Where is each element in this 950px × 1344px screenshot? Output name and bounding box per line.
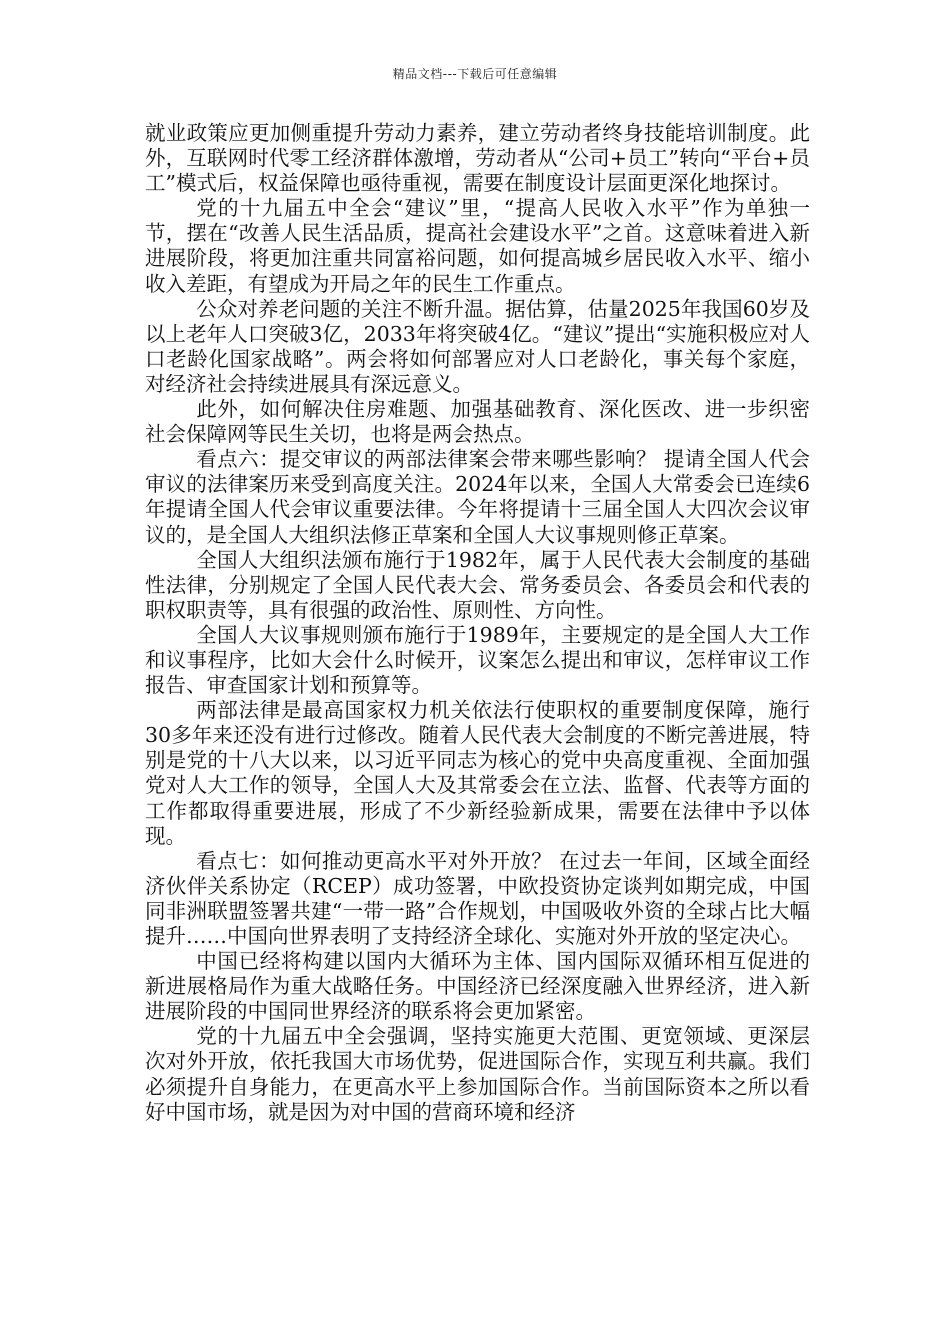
paragraph: 此外，如何解决住房难题、加强基础教育、深化医改、进一步织密社会保障网等民生关切，也将是两会热点。 bbox=[145, 397, 810, 447]
paragraph: 就业政策应更加侧重提升劳动力素养，建立劳动者终身技能培训制度。此外，互联网时代零工经济群体激增，劳动者从“公司+员工”转向“平台+员工”模式后，权益保障也亟待重视，需要在制度设计层面更深化地探讨。 bbox=[145, 121, 810, 196]
document-body bbox=[145, 121, 810, 1125]
paragraph: 公众对养老问题的关注不断升温。据估算，估量2025年我国60岁及以上老年人口突破3亿，2033年将突破4亿。“建议”提出“实施积极应对人口老龄化国家战略”。两会将如何部署应对人口老龄化，事关每个家庭，对经济社会持续进展具有深远意义。 bbox=[145, 296, 810, 396]
paragraph: 中国已经将构建以国内大循环为主体、国内国际双循环相互促进的新进展格局作为重大战略任务。中国经济已经深度融入世界经济，进入新进展阶段的中国同世界经济的联系将会更加紧密。 bbox=[145, 949, 810, 1024]
paragraph: 党的十九届五中全会“建议”里，“提高人民收入水平”作为单独一节，摆在“改善人民生活品质，提高社会建设水平”之首。这意味着进入新进展阶段，将更加注重共同富裕问题，如何提高城乡居民收入水平、缩小收入差距，有望成为开局之年的民生工作重点。 bbox=[145, 196, 810, 296]
paragraph: 全国人大议事规则颁布施行于1989年，主要规定的是全国人大工作和议事程序，比如大会什么时候开，议案怎么提出和审议，怎样审议工作报告、审查国家计划和预算等。 bbox=[145, 622, 810, 698]
paragraph: 全国人大组织法颁布施行于1982年，属于人民代表大会制度的基础性法律，分别规定了全国人民代表大会、常务委员会、各委员会和代表的职权职责等，具有很强的政治性、原则性、方向性。 bbox=[145, 547, 810, 622]
paragraph: 党的十九届五中全会强调，坚持实施更大范围、更宽领域、更深层次对外开放，依托我国大市场优势，促进国际合作，实现互利共赢。我们必须提升自身能力，在更高水平上参加国际合作。当前国际资本之所以看好中国市场，就是因为对中国的营商环境和经济 bbox=[145, 1024, 810, 1124]
paragraph: 看点六：提交审议的两部法律案会带来哪些影响？ 提请全国人代会审议的法律案历来受到高度关注。2024年以来，全国人大常委会已连续6年提请全国人代会审议重要法律。今年将提请十三届全国人大四次会议审议的，是全国人大组织法修正草案和全国人大议事规则修正草案。 bbox=[145, 447, 810, 547]
paragraph: 两部法律是最高国家权力机关依法行使职权的重要制度保障，施行30多年来还没有进行过修改。随着人民代表大会制度的不断完善进展，特别是党的十八大以来，以习近平同志为核心的党中央高度重视、全面加强党对人大工作的领导，全国人大及其常委会在立法、监督、代表等方面的工作都取得重要进展，形成了不少新经验新成果，需要在法律中予以体现。 bbox=[145, 698, 810, 848]
paragraph: 看点七：如何推动更高水平对外开放？ 在过去一年间，区域全面经济伙伴关系协定（RCEP）成功签署，中欧投资协定谈判如期完成，中国同非洲联盟签署共建“一带一路”合作规划，中国吸收外资的全球占比大幅提升……中国向世界表明了支持经济全球化、实施对外开放的坚定决心。 bbox=[145, 848, 810, 948]
page-header: 精品文档---下载后可任意编辑 bbox=[392, 67, 558, 81]
